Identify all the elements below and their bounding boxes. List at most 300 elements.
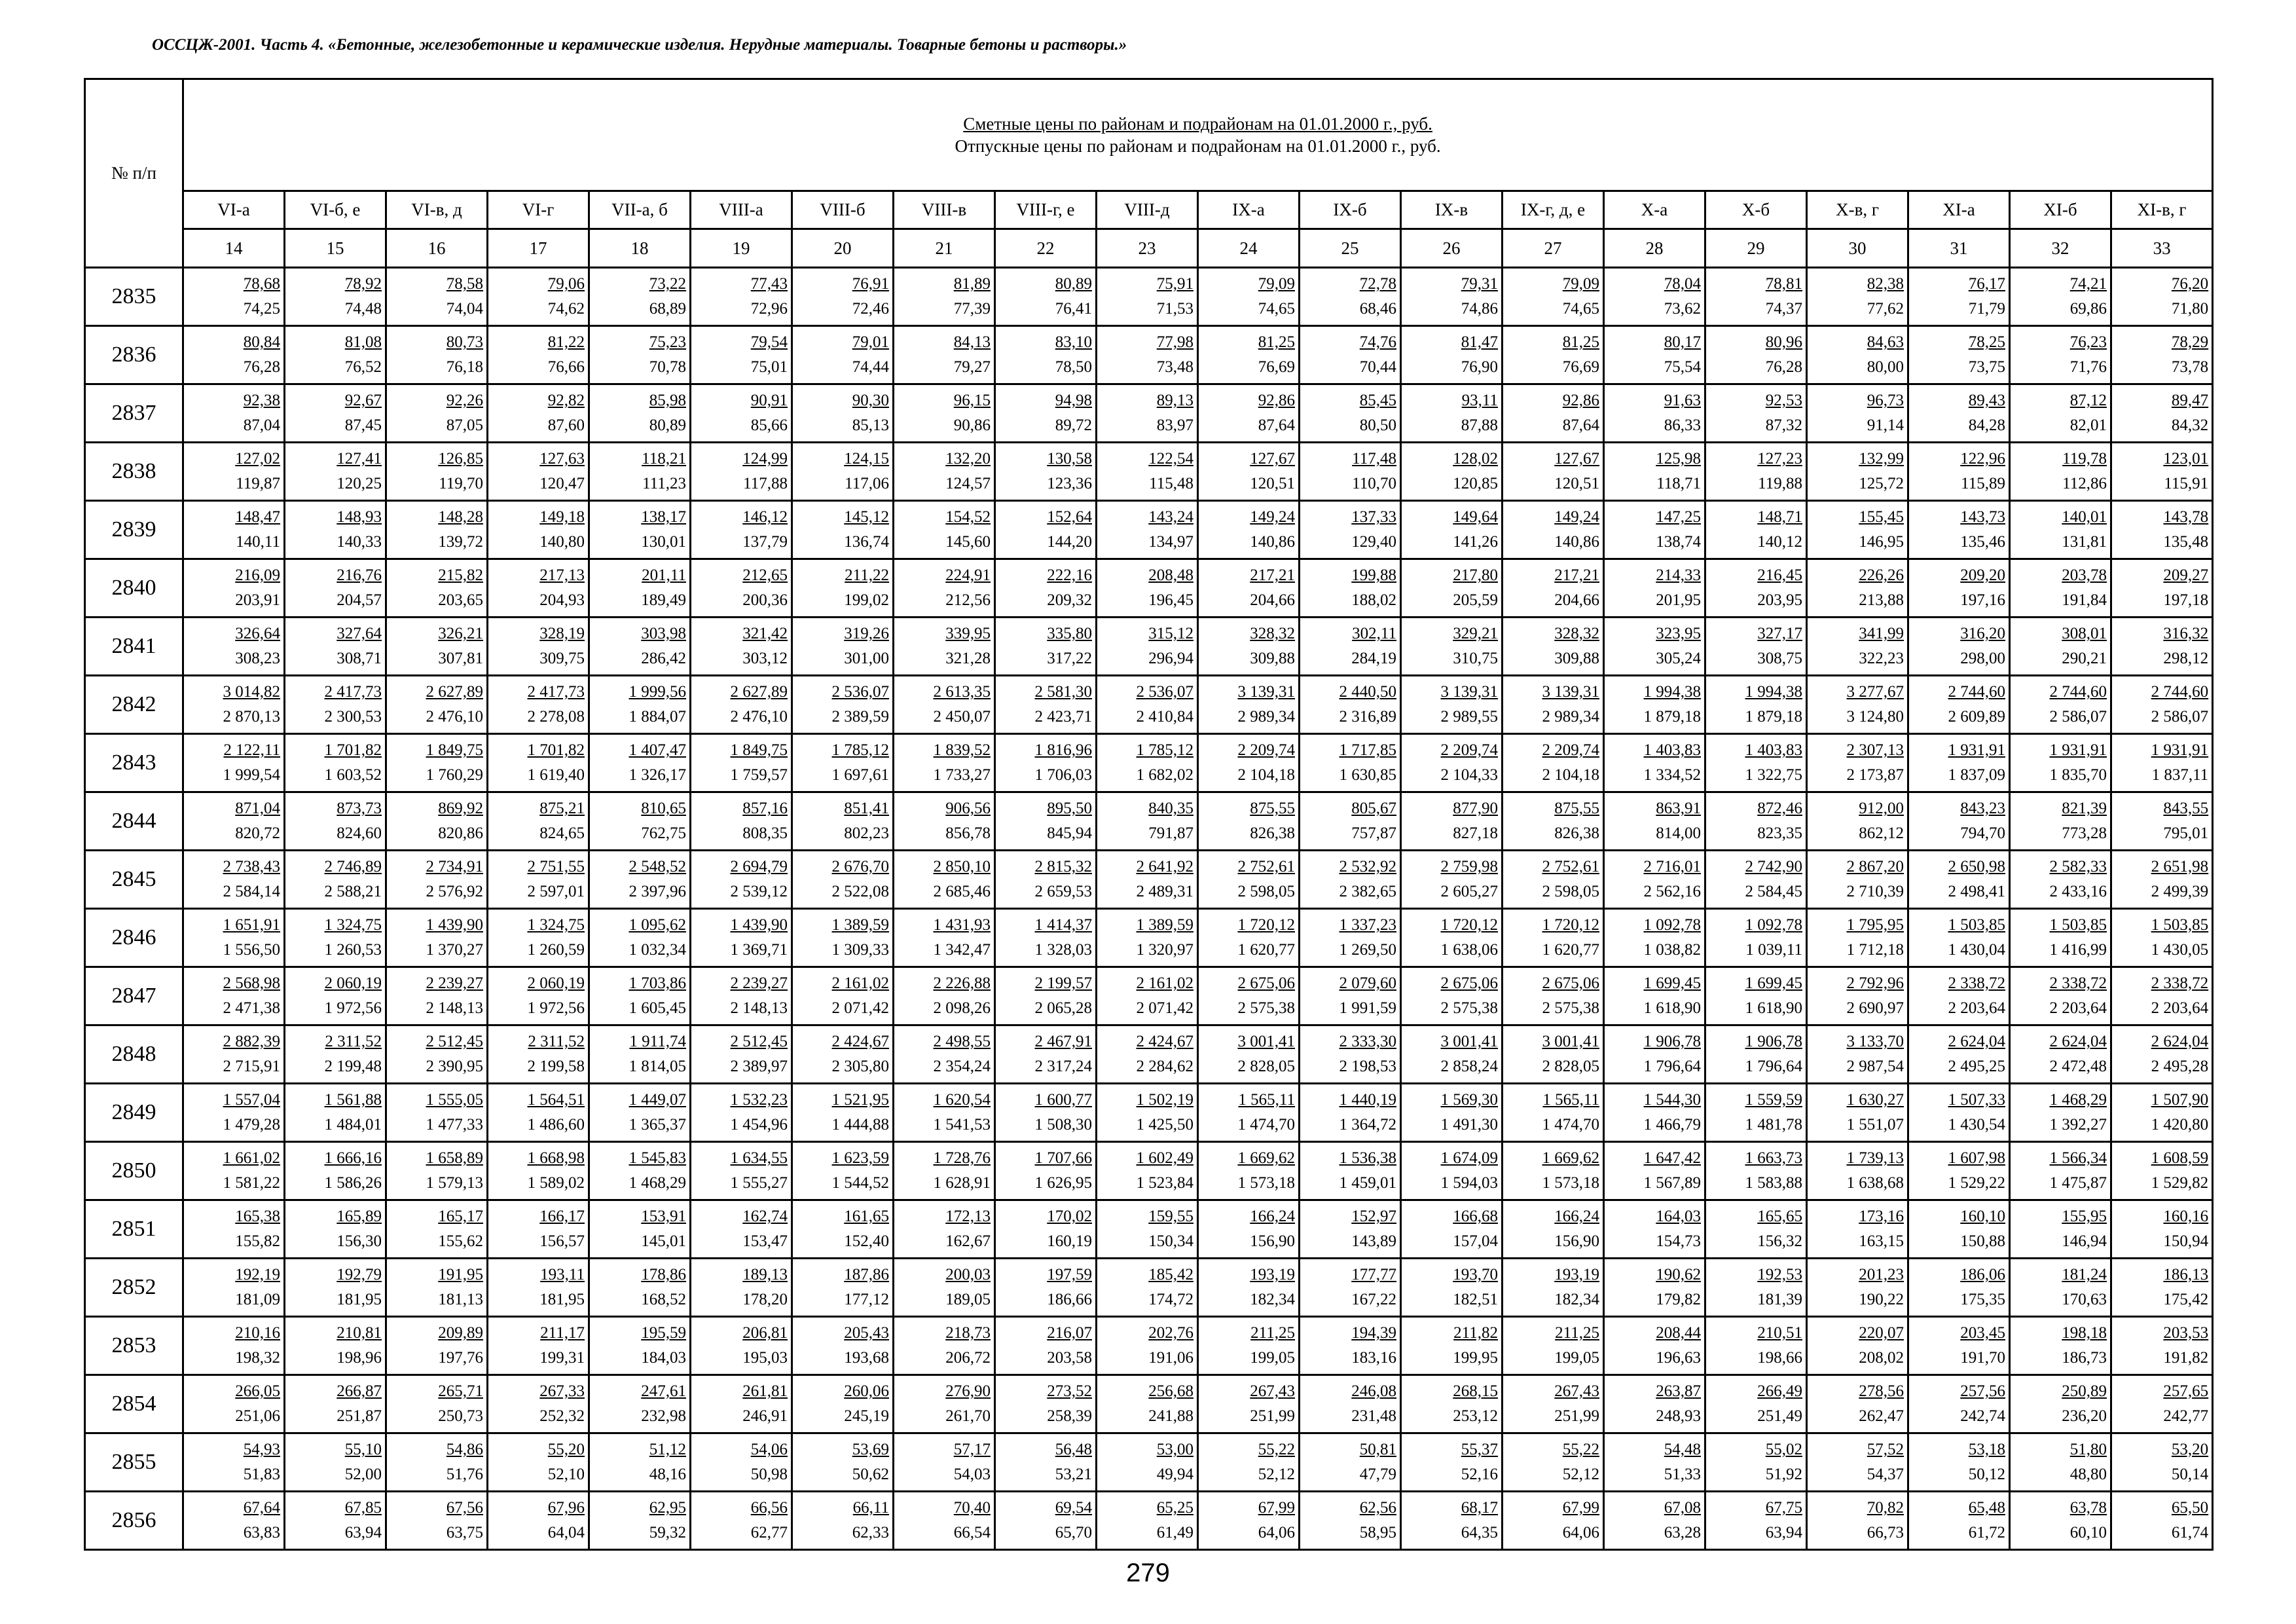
price-cell bbox=[1908, 1317, 2010, 1375]
price-cell bbox=[1097, 909, 1198, 967]
estimated-price: 2 744,60 bbox=[2151, 683, 2209, 701]
selling-price: 2 584,45 bbox=[1745, 883, 1802, 900]
selling-price: 2 659,53 bbox=[1034, 883, 1092, 900]
price-cell bbox=[995, 559, 1097, 618]
price-cell bbox=[1705, 676, 1807, 734]
estimated-price: 215,82 bbox=[438, 566, 483, 584]
estimated-price: 80,96 bbox=[1765, 333, 1802, 351]
price-cell bbox=[1604, 1375, 1705, 1433]
selling-price: 74,86 bbox=[1461, 300, 1498, 318]
estimated-price: 2 624,04 bbox=[1948, 1033, 2005, 1050]
price-cell bbox=[183, 1317, 285, 1375]
price-cell bbox=[1604, 792, 1705, 851]
price-cell bbox=[488, 851, 589, 909]
estimated-price: 192,79 bbox=[337, 1266, 382, 1283]
estimated-price: 54,06 bbox=[750, 1441, 788, 1458]
price-cell bbox=[2111, 1375, 2213, 1433]
estimated-price: 1 849,75 bbox=[426, 741, 483, 759]
price-cell bbox=[285, 1259, 386, 1317]
price-cell bbox=[2010, 1375, 2111, 1433]
selling-price: 196,63 bbox=[1656, 1349, 1701, 1367]
selling-price: 117,88 bbox=[743, 475, 788, 492]
estimated-price: 266,05 bbox=[235, 1382, 280, 1400]
price-cell bbox=[1604, 501, 1705, 559]
price-cell bbox=[285, 384, 386, 443]
estimated-price: 875,55 bbox=[1250, 800, 1295, 817]
estimated-price: 2 512,45 bbox=[730, 1033, 788, 1050]
row-number: 2838 bbox=[85, 443, 183, 501]
estimated-price: 203,45 bbox=[1960, 1324, 2005, 1342]
estimated-price: 2 815,32 bbox=[1034, 858, 1092, 876]
estimated-price: 153,91 bbox=[641, 1208, 686, 1225]
price-cell bbox=[386, 326, 488, 384]
price-cell bbox=[1604, 1317, 1705, 1375]
estimated-price: 127,23 bbox=[1757, 450, 1802, 468]
price-cell bbox=[792, 326, 894, 384]
price-cell bbox=[1908, 676, 2010, 734]
estimated-price: 148,47 bbox=[235, 508, 280, 526]
region-header-15: VI-б, е bbox=[285, 191, 386, 229]
price-cell bbox=[488, 326, 589, 384]
price-cell bbox=[386, 1375, 488, 1433]
selling-price: 309,75 bbox=[539, 650, 585, 667]
estimated-price: 1 407,47 bbox=[629, 741, 686, 759]
estimated-price: 152,97 bbox=[1351, 1208, 1396, 1225]
estimated-price: 267,43 bbox=[1250, 1382, 1295, 1400]
estimated-price: 92,86 bbox=[1562, 392, 1599, 409]
estimated-price: 96,73 bbox=[1867, 392, 1904, 409]
region-header-29: X-б bbox=[1705, 191, 1807, 229]
estimated-price: 2 744,60 bbox=[1948, 683, 2005, 701]
selling-price: 75,54 bbox=[1664, 358, 1701, 376]
price-cell bbox=[1198, 1375, 1300, 1433]
selling-price: 74,04 bbox=[446, 300, 483, 318]
price-cell bbox=[589, 1025, 691, 1084]
selling-price: 258,39 bbox=[1047, 1407, 1092, 1425]
selling-price: 154,73 bbox=[1656, 1232, 1701, 1250]
estimated-price: 1 931,91 bbox=[2049, 741, 2107, 759]
price-cell bbox=[2010, 851, 2111, 909]
selling-price: 2 065,28 bbox=[1034, 999, 1092, 1017]
selling-price: 120,51 bbox=[1250, 475, 1295, 492]
selling-price: 773,28 bbox=[2062, 824, 2107, 842]
price-cell bbox=[285, 1492, 386, 1550]
row-number: 2850 bbox=[85, 1142, 183, 1200]
price-cell bbox=[285, 792, 386, 851]
price-cell bbox=[386, 734, 488, 792]
selling-price: 72,46 bbox=[852, 300, 889, 318]
estimated-price: 1 521,95 bbox=[831, 1091, 889, 1109]
estimated-price: 872,46 bbox=[1757, 800, 1802, 817]
selling-price: 50,14 bbox=[2171, 1466, 2209, 1483]
price-cell bbox=[792, 268, 894, 326]
price-cell bbox=[1503, 268, 1604, 326]
estimated-price: 843,23 bbox=[1960, 800, 2005, 817]
selling-price: 50,12 bbox=[1968, 1466, 2005, 1483]
estimated-price: 2 536,07 bbox=[1136, 683, 1194, 701]
price-cell bbox=[1908, 792, 2010, 851]
estimated-price: 3 139,31 bbox=[1542, 683, 1599, 701]
price-cell bbox=[183, 851, 285, 909]
selling-price: 290,21 bbox=[2062, 650, 2107, 667]
price-cell bbox=[285, 1433, 386, 1492]
region-header-26: IX-в bbox=[1401, 191, 1503, 229]
estimated-price: 261,81 bbox=[742, 1382, 788, 1400]
selling-price: 199,31 bbox=[539, 1349, 585, 1367]
estimated-price: 1 561,88 bbox=[324, 1091, 382, 1109]
price-cell bbox=[2010, 676, 2111, 734]
table-row bbox=[85, 734, 2213, 792]
selling-price: 51,92 bbox=[1765, 1466, 1802, 1483]
price-cell bbox=[1300, 1084, 1401, 1142]
price-cell bbox=[995, 1142, 1097, 1200]
estimated-price: 159,55 bbox=[1148, 1208, 1194, 1225]
selling-price: 2 539,12 bbox=[730, 883, 788, 900]
selling-price: 791,87 bbox=[1148, 824, 1194, 842]
estimated-price: 78,25 bbox=[1968, 333, 2005, 351]
estimated-price: 3 014,82 bbox=[223, 683, 280, 701]
selling-price: 63,28 bbox=[1664, 1524, 1701, 1541]
selling-price: 51,33 bbox=[1664, 1466, 1701, 1483]
price-cell bbox=[589, 1200, 691, 1259]
selling-price: 309,88 bbox=[1250, 650, 1295, 667]
price-cell bbox=[1503, 676, 1604, 734]
estimated-price: 1 565,11 bbox=[1238, 1091, 1295, 1109]
estimated-price: 2 792,96 bbox=[1846, 974, 1904, 992]
price-cell bbox=[1807, 1084, 1908, 1142]
row-number: 2835 bbox=[85, 268, 183, 326]
selling-price: 181,39 bbox=[1757, 1291, 1802, 1308]
estimated-price: 81,25 bbox=[1562, 333, 1599, 351]
price-cell bbox=[488, 501, 589, 559]
price-cell bbox=[1705, 1259, 1807, 1317]
price-cell bbox=[995, 384, 1097, 443]
selling-price: 2 690,97 bbox=[1846, 999, 1904, 1017]
page-number: 279 bbox=[1126, 1559, 1170, 1587]
price-cell bbox=[1908, 559, 2010, 618]
estimated-price: 2 338,72 bbox=[2151, 974, 2209, 992]
estimated-price: 810,65 bbox=[641, 800, 686, 817]
estimated-price: 211,17 bbox=[540, 1324, 585, 1342]
selling-price: 1 430,05 bbox=[2151, 941, 2209, 959]
selling-price: 134,97 bbox=[1148, 533, 1194, 551]
caption-cell bbox=[183, 79, 2213, 191]
price-cell bbox=[285, 1375, 386, 1433]
selling-price: 1 620,77 bbox=[1237, 941, 1295, 959]
price-cell bbox=[995, 326, 1097, 384]
estimated-price: 67,75 bbox=[1765, 1499, 1802, 1517]
estimated-price: 1 906,78 bbox=[1643, 1033, 1701, 1050]
selling-price: 150,34 bbox=[1148, 1232, 1194, 1250]
estimated-price: 2 079,60 bbox=[1339, 974, 1396, 992]
price-cell bbox=[1705, 792, 1807, 851]
selling-price: 2 562,16 bbox=[1643, 883, 1701, 900]
estimated-price: 843,55 bbox=[2163, 800, 2209, 817]
estimated-price: 1 337,23 bbox=[1339, 916, 1396, 934]
selling-price: 2 173,87 bbox=[1846, 766, 1904, 784]
price-cell bbox=[1401, 1259, 1503, 1317]
estimated-price: 149,24 bbox=[1250, 508, 1295, 526]
price-cell bbox=[894, 1433, 995, 1492]
price-cell bbox=[995, 1433, 1097, 1492]
selling-price: 2 148,13 bbox=[426, 999, 483, 1017]
price-cell bbox=[2010, 909, 2111, 967]
table-row bbox=[85, 909, 2213, 967]
estimated-price: 1 674,09 bbox=[1440, 1149, 1498, 1167]
price-cell bbox=[1705, 618, 1807, 676]
price-cell bbox=[1604, 1084, 1705, 1142]
selling-price: 1 475,87 bbox=[2049, 1174, 2107, 1192]
selling-price: 261,70 bbox=[945, 1407, 991, 1425]
price-cell bbox=[1401, 559, 1503, 618]
selling-price: 1 630,85 bbox=[1339, 766, 1396, 784]
price-cell bbox=[2010, 967, 2111, 1025]
estimated-price: 65,50 bbox=[2171, 1499, 2209, 1517]
estimated-price: 54,86 bbox=[446, 1441, 483, 1458]
selling-price: 2 148,13 bbox=[730, 999, 788, 1017]
estimated-price: 217,13 bbox=[539, 566, 585, 584]
price-cell bbox=[386, 618, 488, 676]
estimated-price: 193,70 bbox=[1453, 1266, 1498, 1283]
price-cell bbox=[1908, 1433, 2010, 1492]
selling-price: 802,23 bbox=[844, 824, 889, 842]
price-cell bbox=[589, 1317, 691, 1375]
price-cell bbox=[1198, 1084, 1300, 1142]
column-number-17: 17 bbox=[488, 229, 589, 268]
selling-price: 71,76 bbox=[2069, 358, 2107, 376]
table-body bbox=[85, 79, 2213, 1550]
selling-price: 232,98 bbox=[641, 1407, 686, 1425]
estimated-price: 268,15 bbox=[1453, 1382, 1498, 1400]
estimated-price: 92,38 bbox=[243, 392, 280, 409]
estimated-price: 53,20 bbox=[2171, 1441, 2209, 1458]
selling-price: 76,28 bbox=[243, 358, 280, 376]
selling-price: 1 999,54 bbox=[223, 766, 280, 784]
selling-price: 198,66 bbox=[1757, 1349, 1802, 1367]
estimated-price: 160,16 bbox=[2163, 1208, 2209, 1225]
price-cell bbox=[1401, 501, 1503, 559]
price-cell bbox=[589, 1084, 691, 1142]
selling-price: 1 269,50 bbox=[1339, 941, 1396, 959]
price-cell bbox=[285, 268, 386, 326]
selling-price: 50,62 bbox=[852, 1466, 889, 1483]
selling-price: 146,95 bbox=[1859, 533, 1904, 551]
price-cell bbox=[894, 384, 995, 443]
selling-price: 152,40 bbox=[844, 1232, 889, 1250]
selling-price: 209,32 bbox=[1047, 591, 1092, 609]
selling-price: 251,49 bbox=[1757, 1407, 1802, 1425]
price-cell bbox=[1807, 1200, 1908, 1259]
price-cell bbox=[1908, 1200, 2010, 1259]
selling-price: 1 555,27 bbox=[730, 1174, 788, 1192]
row-number: 2853 bbox=[85, 1317, 183, 1375]
price-cell bbox=[1097, 1375, 1198, 1433]
price-cell bbox=[1198, 1025, 1300, 1084]
estimated-price: 2 675,06 bbox=[1542, 974, 1599, 992]
selling-price: 2 278,08 bbox=[527, 708, 585, 726]
estimated-price: 208,48 bbox=[1148, 566, 1194, 584]
selling-price: 1 603,52 bbox=[324, 766, 382, 784]
selling-price: 2 203,64 bbox=[1948, 999, 2005, 1017]
selling-price: 54,03 bbox=[953, 1466, 991, 1483]
selling-price: 71,53 bbox=[1156, 300, 1194, 318]
selling-price: 157,04 bbox=[1453, 1232, 1498, 1250]
selling-price: 2 104,18 bbox=[1542, 766, 1599, 784]
estimated-price: 67,85 bbox=[344, 1499, 382, 1517]
estimated-price: 209,20 bbox=[1960, 566, 2005, 584]
price-cell bbox=[386, 1492, 488, 1550]
price-cell bbox=[1300, 1433, 1401, 1492]
price-cell bbox=[1604, 734, 1705, 792]
price-cell bbox=[386, 1317, 488, 1375]
selling-price: 2 071,42 bbox=[831, 999, 889, 1017]
price-cell bbox=[894, 1025, 995, 1084]
price-cell bbox=[1705, 443, 1807, 501]
price-cell bbox=[589, 384, 691, 443]
selling-price: 115,48 bbox=[1149, 475, 1194, 492]
price-cell bbox=[1705, 734, 1807, 792]
selling-price: 120,51 bbox=[1554, 475, 1599, 492]
price-cell bbox=[1097, 1025, 1198, 1084]
selling-price: 188,02 bbox=[1351, 591, 1396, 609]
selling-price: 1 425,50 bbox=[1136, 1116, 1194, 1134]
selling-price: 1 477,33 bbox=[426, 1116, 483, 1134]
price-cell bbox=[1097, 676, 1198, 734]
estimated-price: 172,13 bbox=[945, 1208, 991, 1225]
selling-price: 1 573,18 bbox=[1237, 1174, 1295, 1192]
table-row bbox=[85, 268, 2213, 326]
estimated-price: 122,96 bbox=[1960, 450, 2005, 468]
selling-price: 2 495,28 bbox=[2151, 1058, 2209, 1075]
estimated-price: 222,16 bbox=[1047, 566, 1092, 584]
price-cell bbox=[589, 1433, 691, 1492]
estimated-price: 1 663,73 bbox=[1745, 1149, 1802, 1167]
selling-price: 186,66 bbox=[1047, 1291, 1092, 1308]
col-number-header bbox=[85, 79, 183, 268]
price-cell bbox=[894, 618, 995, 676]
estimated-price: 2 867,20 bbox=[1846, 858, 1904, 876]
selling-price: 1 039,11 bbox=[1745, 941, 1802, 959]
selling-price: 182,34 bbox=[1554, 1291, 1599, 1308]
estimated-price: 1 717,85 bbox=[1339, 741, 1396, 759]
price-cell bbox=[1097, 1492, 1198, 1550]
selling-price: 1 523,84 bbox=[1136, 1174, 1194, 1192]
estimated-price: 1 324,75 bbox=[324, 916, 382, 934]
price-cell bbox=[792, 909, 894, 967]
estimated-price: 2 226,88 bbox=[933, 974, 991, 992]
estimated-price: 1 414,37 bbox=[1034, 916, 1092, 934]
estimated-price: 177,77 bbox=[1351, 1266, 1396, 1283]
price-cell bbox=[1401, 967, 1503, 1025]
price-cell bbox=[1300, 1492, 1401, 1550]
price-cell bbox=[1198, 559, 1300, 618]
caption-selling-prices: Отпускные цены по районам и подрайонам на 01.01.2000 г., руб. bbox=[955, 136, 1441, 156]
estimated-price: 2 239,27 bbox=[730, 974, 788, 992]
column-number-19: 19 bbox=[691, 229, 792, 268]
selling-price: 251,87 bbox=[337, 1407, 382, 1425]
price-cell bbox=[183, 792, 285, 851]
selling-price: 198,32 bbox=[235, 1349, 280, 1367]
price-cell bbox=[1705, 384, 1807, 443]
price-cell bbox=[1604, 618, 1705, 676]
selling-price: 63,83 bbox=[243, 1524, 280, 1541]
price-cell bbox=[691, 676, 792, 734]
estimated-price: 208,44 bbox=[1656, 1324, 1701, 1342]
price-cell bbox=[1503, 909, 1604, 967]
estimated-price: 335,80 bbox=[1047, 625, 1092, 642]
estimated-price: 148,28 bbox=[438, 508, 483, 526]
estimated-price: 170,02 bbox=[1047, 1208, 1092, 1225]
selling-price: 179,82 bbox=[1656, 1291, 1701, 1308]
price-cell bbox=[1705, 268, 1807, 326]
estimated-price: 81,25 bbox=[1258, 333, 1295, 351]
price-cell bbox=[1705, 1142, 1807, 1200]
estimated-price: 192,19 bbox=[235, 1266, 280, 1283]
estimated-price: 143,73 bbox=[1960, 508, 2005, 526]
selling-price: 73,75 bbox=[1968, 358, 2005, 376]
selling-price: 51,83 bbox=[243, 1466, 280, 1483]
row-number: 2842 bbox=[85, 676, 183, 734]
selling-price: 90,86 bbox=[953, 416, 991, 434]
price-cell bbox=[1300, 268, 1401, 326]
estimated-price: 218,73 bbox=[945, 1324, 991, 1342]
estimated-price: 79,09 bbox=[1562, 275, 1599, 293]
selling-price: 1 454,96 bbox=[730, 1116, 788, 1134]
estimated-price: 200,03 bbox=[945, 1266, 991, 1283]
selling-price: 2 199,58 bbox=[527, 1058, 585, 1075]
estimated-price: 2 752,61 bbox=[1237, 858, 1295, 876]
selling-price: 160,19 bbox=[1047, 1232, 1092, 1250]
estimated-price: 199,88 bbox=[1351, 566, 1396, 584]
selling-price: 82,01 bbox=[2069, 416, 2107, 434]
estimated-price: 214,33 bbox=[1656, 566, 1701, 584]
row-number: 2843 bbox=[85, 734, 183, 792]
selling-price: 135,46 bbox=[1960, 533, 2005, 551]
selling-price: 79,27 bbox=[953, 358, 991, 376]
price-cell bbox=[183, 1492, 285, 1550]
selling-price: 2 203,64 bbox=[2151, 999, 2209, 1017]
price-cell bbox=[285, 618, 386, 676]
estimated-price: 1 389,59 bbox=[1136, 916, 1194, 934]
estimated-price: 1 931,91 bbox=[1948, 741, 2005, 759]
selling-price: 1 032,34 bbox=[629, 941, 686, 959]
caption-estimated-prices: Сметные цены по районам и подрайонам на 01.01.2000 г., руб. bbox=[963, 114, 1432, 134]
price-cell bbox=[1300, 1142, 1401, 1200]
estimated-price: 339,95 bbox=[945, 625, 991, 642]
estimated-price: 260,06 bbox=[844, 1382, 889, 1400]
selling-price: 1 481,78 bbox=[1745, 1116, 1802, 1134]
selling-price: 199,02 bbox=[844, 591, 889, 609]
estimated-price: 82,38 bbox=[1867, 275, 1904, 293]
price-cell bbox=[1807, 1375, 1908, 1433]
price-cell bbox=[386, 384, 488, 443]
price-cell bbox=[1097, 443, 1198, 501]
estimated-price: 1 536,38 bbox=[1339, 1149, 1396, 1167]
estimated-price: 2 161,02 bbox=[831, 974, 889, 992]
selling-price: 182,51 bbox=[1453, 1291, 1498, 1308]
price-cell bbox=[2010, 1142, 2111, 1200]
estimated-price: 1 569,30 bbox=[1440, 1091, 1498, 1109]
selling-price: 1 835,70 bbox=[2049, 766, 2107, 784]
estimated-price: 3 001,41 bbox=[1440, 1033, 1498, 1050]
selling-price: 52,00 bbox=[344, 1466, 382, 1483]
estimated-price: 78,81 bbox=[1765, 275, 1802, 293]
price-cell bbox=[1604, 326, 1705, 384]
price-cell bbox=[1705, 967, 1807, 1025]
header-row-caption bbox=[85, 79, 2213, 191]
price-cell bbox=[2111, 501, 2213, 559]
selling-price: 1 491,30 bbox=[1440, 1116, 1498, 1134]
